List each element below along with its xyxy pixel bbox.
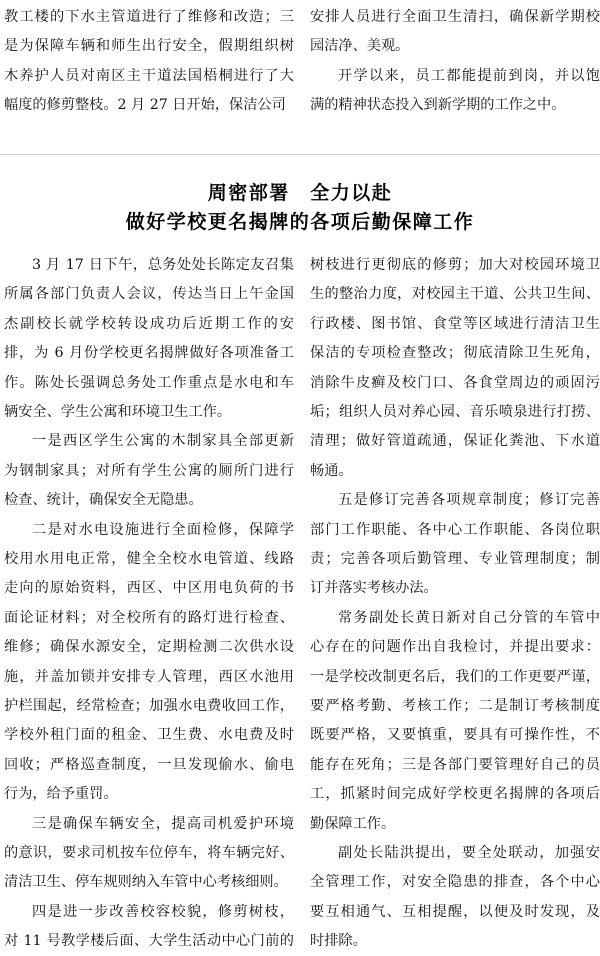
text-line: 安排人员进行全面卫生清扫，确保新学期校 bbox=[310, 9, 600, 25]
text-line: 排，为 6 月份学校更名揭牌做好各项准备工 bbox=[4, 345, 294, 362]
text-line: 杰副校长就学校转设成功后近期工作的安 bbox=[4, 315, 294, 332]
text-line: 心存在的问题作出自我检讨，并提出要求： bbox=[310, 639, 600, 656]
text-line: 既要严格，又要慎重，要具有可操作性，不 bbox=[310, 727, 600, 744]
text-line: 要互相通气、互相提醒，以便及时发现，及 bbox=[310, 903, 600, 920]
text-line: 要严格考勤、考核工作；二是制订考核制度 bbox=[310, 698, 600, 714]
text-line: 3 月 17 日下午，总务处处长陈定友召集 bbox=[32, 257, 294, 273]
text-line: 勤保障工作。 bbox=[310, 815, 396, 832]
text-line: 垢；组织人员对养心园、音乐喷泉进行打捞、 bbox=[310, 404, 600, 420]
article-title-line-2: 做好学校更名揭牌的各项后勤保障工作 bbox=[125, 211, 475, 233]
text-line: 行为，给予重罚。 bbox=[4, 786, 118, 803]
text-line: 的意识，要求司机按车位停车，将车辆完好、 bbox=[4, 845, 294, 861]
text-line: 三是确保车辆安全，提高司机爱护环境 bbox=[32, 815, 294, 832]
text-line: 开学以来，员工都能提前到岗，并以饱 bbox=[338, 67, 600, 84]
text-line: 幅度的修剪整枝。2 月 27 日开始，保洁公司 bbox=[4, 97, 286, 114]
section-divider bbox=[0, 154, 600, 155]
text-line: 一是学校改制更名后，我们的工作更要严谨， bbox=[310, 668, 600, 685]
text-line: 一是西区学生公寓的木制家具全部更新 bbox=[32, 433, 294, 450]
text-line: 生的整治力度，对校园主干道、公共卫生间、 bbox=[310, 286, 600, 303]
text-line: 常务副处长黄日新对自己分管的车管中 bbox=[338, 609, 600, 626]
text-line: 辆安全、学生公寓和环境卫生工作。 bbox=[4, 404, 232, 420]
text-line: 畅通。 bbox=[310, 462, 353, 479]
text-line: 消除牛皮癣及校门口、各食堂周边的顽固污 bbox=[310, 374, 600, 391]
text-line: 为钢制家具；对所有学生公寓的厕所门进行 bbox=[4, 462, 294, 479]
text-line: 对 11 号教学楼后面、大学生活动中心门前的 bbox=[4, 933, 294, 950]
text-line: 回收；严格巡查制度，一旦发现偷水、偷电 bbox=[4, 756, 294, 773]
text-line: 清理；做好管道疏通，保证化粪池、下水道 bbox=[310, 433, 600, 450]
text-line: 是为保障车辆和师生出行安全，假期组织树 bbox=[4, 38, 294, 55]
text-line: 学校外租门面的租金、卫生费、水电费及时 bbox=[4, 727, 294, 744]
text-line: 保洁的专项检查整改；彻底清除卫生死角， bbox=[310, 345, 600, 362]
text-line: 检查、统计，确保安全无隐患。 bbox=[4, 492, 203, 509]
text-line: 部门工作职能、各中心工作职能、各岗位职 bbox=[310, 521, 600, 538]
text-line: 能存在死角；三是各部门要管理好自己的员 bbox=[310, 756, 600, 773]
text-line: 副处长陆洪提出，要全处联动，加强安 bbox=[338, 845, 600, 861]
text-line: 清洁卫生、停车规则纳入车管中心考核细则。 bbox=[4, 874, 288, 891]
text-line: 行政楼、图书馆、食堂等区域进行清洁卫生 bbox=[310, 315, 600, 332]
text-line: 时排除。 bbox=[310, 933, 367, 950]
text-line: 施，并盖加锁并安排专人管理，西区水池用 bbox=[4, 668, 294, 685]
text-line: 所属各部门负责人会议，传达当日上午金国 bbox=[4, 286, 294, 303]
text-line: 四是进一步改善校容校貌，修剪树枝， bbox=[32, 903, 294, 920]
text-line: 维修；确保水源安全，定期检测二次供水设 bbox=[4, 639, 294, 656]
text-line: 满的精神状态投入到新学期的工作之中。 bbox=[310, 97, 566, 114]
text-line: 工，抓紧时间完成好学校更名揭牌的各项后 bbox=[310, 786, 600, 803]
text-line: 五是修订完善各项规章制度；修订完善 bbox=[338, 492, 600, 509]
text-line: 全管理工作，对安全隐患的排查，各个中心 bbox=[310, 874, 600, 891]
text-line: 教工楼的下水主管道进行了维修和改造；三 bbox=[4, 9, 294, 25]
text-line: 树枝进行更彻底的修剪；加大对校园环境卫 bbox=[310, 257, 600, 273]
article-right-column bbox=[310, 250, 600, 955]
text-line: 校用水用电正常，健全全校水电管道、线路 bbox=[4, 551, 294, 567]
top-left-column bbox=[4, 2, 294, 122]
text-line: 面论证材料；对全校所有的路灯进行检查、 bbox=[4, 609, 294, 626]
text-line: 走向的原始资料，西区、中区用电负荷的书 bbox=[4, 580, 294, 597]
text-line: 护栏围起，经常检查；加强水电费收回工作， bbox=[4, 698, 294, 714]
text-line: 作。陈处长强调总务处工作重点是水电和车 bbox=[4, 374, 294, 391]
article-title-line-1: 周密部署 全力以赴 bbox=[207, 182, 393, 204]
text-line: 订并落实考核办法。 bbox=[310, 580, 438, 597]
article-left-column bbox=[4, 250, 294, 955]
text-line: 木养护人员对南区主干道法国梧桐进行了大 bbox=[4, 67, 294, 84]
text-line: 二是对水电设施进行全面检修，保障学 bbox=[32, 521, 294, 538]
text-line: 责；完善各项后勤管理、专业管理制度；制 bbox=[310, 551, 600, 567]
text-line: 园洁净、美观。 bbox=[310, 38, 410, 55]
top-right-column bbox=[310, 2, 600, 122]
